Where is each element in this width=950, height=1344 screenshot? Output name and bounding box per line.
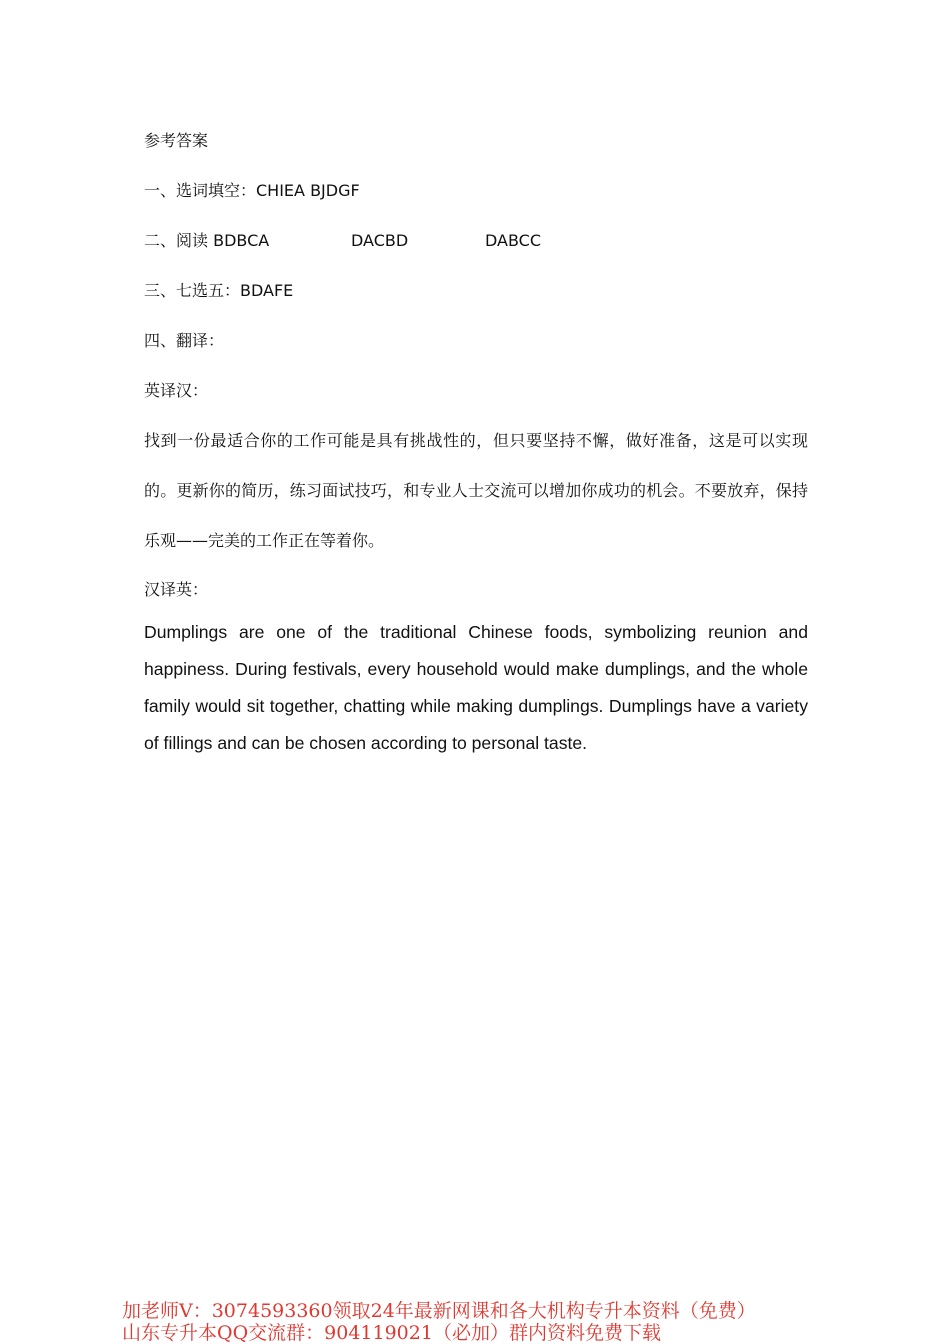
- section-translation-heading: 四、翻译：: [144, 331, 225, 350]
- section-vocabulary-answers: 一、选词填空：CHIEA BJDGF: [144, 181, 360, 200]
- reading-group-1: 二、阅读 BDBCA: [144, 231, 270, 250]
- en-to-zh-text: 找到一份最适合你的工作可能是具有挑战性的，但只要坚持不懈，做好准备，这是可以实现的。更新你的简历，练习面试技巧，和专业人士交流可以增加你成功的机会。不要放弃，保持乐观——完美的工作正在等着你。: [144, 431, 808, 550]
- section-reading-answers: [144, 231, 808, 251]
- reading-group-2: DACBD: [351, 231, 409, 250]
- reading-group-3: DABCC: [485, 231, 542, 250]
- watermark-line-1: 加老师V：3074593360领取24年最新网课和各大机构专升本资料（免费）: [122, 1300, 756, 1322]
- section-seven-choose-five-answers: 三、七选五：BDAFE: [144, 281, 294, 300]
- zh-to-en-heading: 汉译英：: [144, 580, 209, 599]
- zh-to-en-text: Dumplings are one of the traditional Chinese foods, symbolizing reunion and happiness. During festivals, every household would make dumplings, and the whole family would sit together, chatting while making dumplings. Dumplings have a variety of fillings and can be chosen according to personal taste.: [144, 622, 808, 753]
- watermark-line-2: 山东专升本QQ交流群：904119021（必加）群内资料免费下载: [122, 1322, 661, 1344]
- page-title: 参考答案: [144, 131, 209, 150]
- en-to-zh-heading: 英译汉：: [144, 381, 209, 400]
